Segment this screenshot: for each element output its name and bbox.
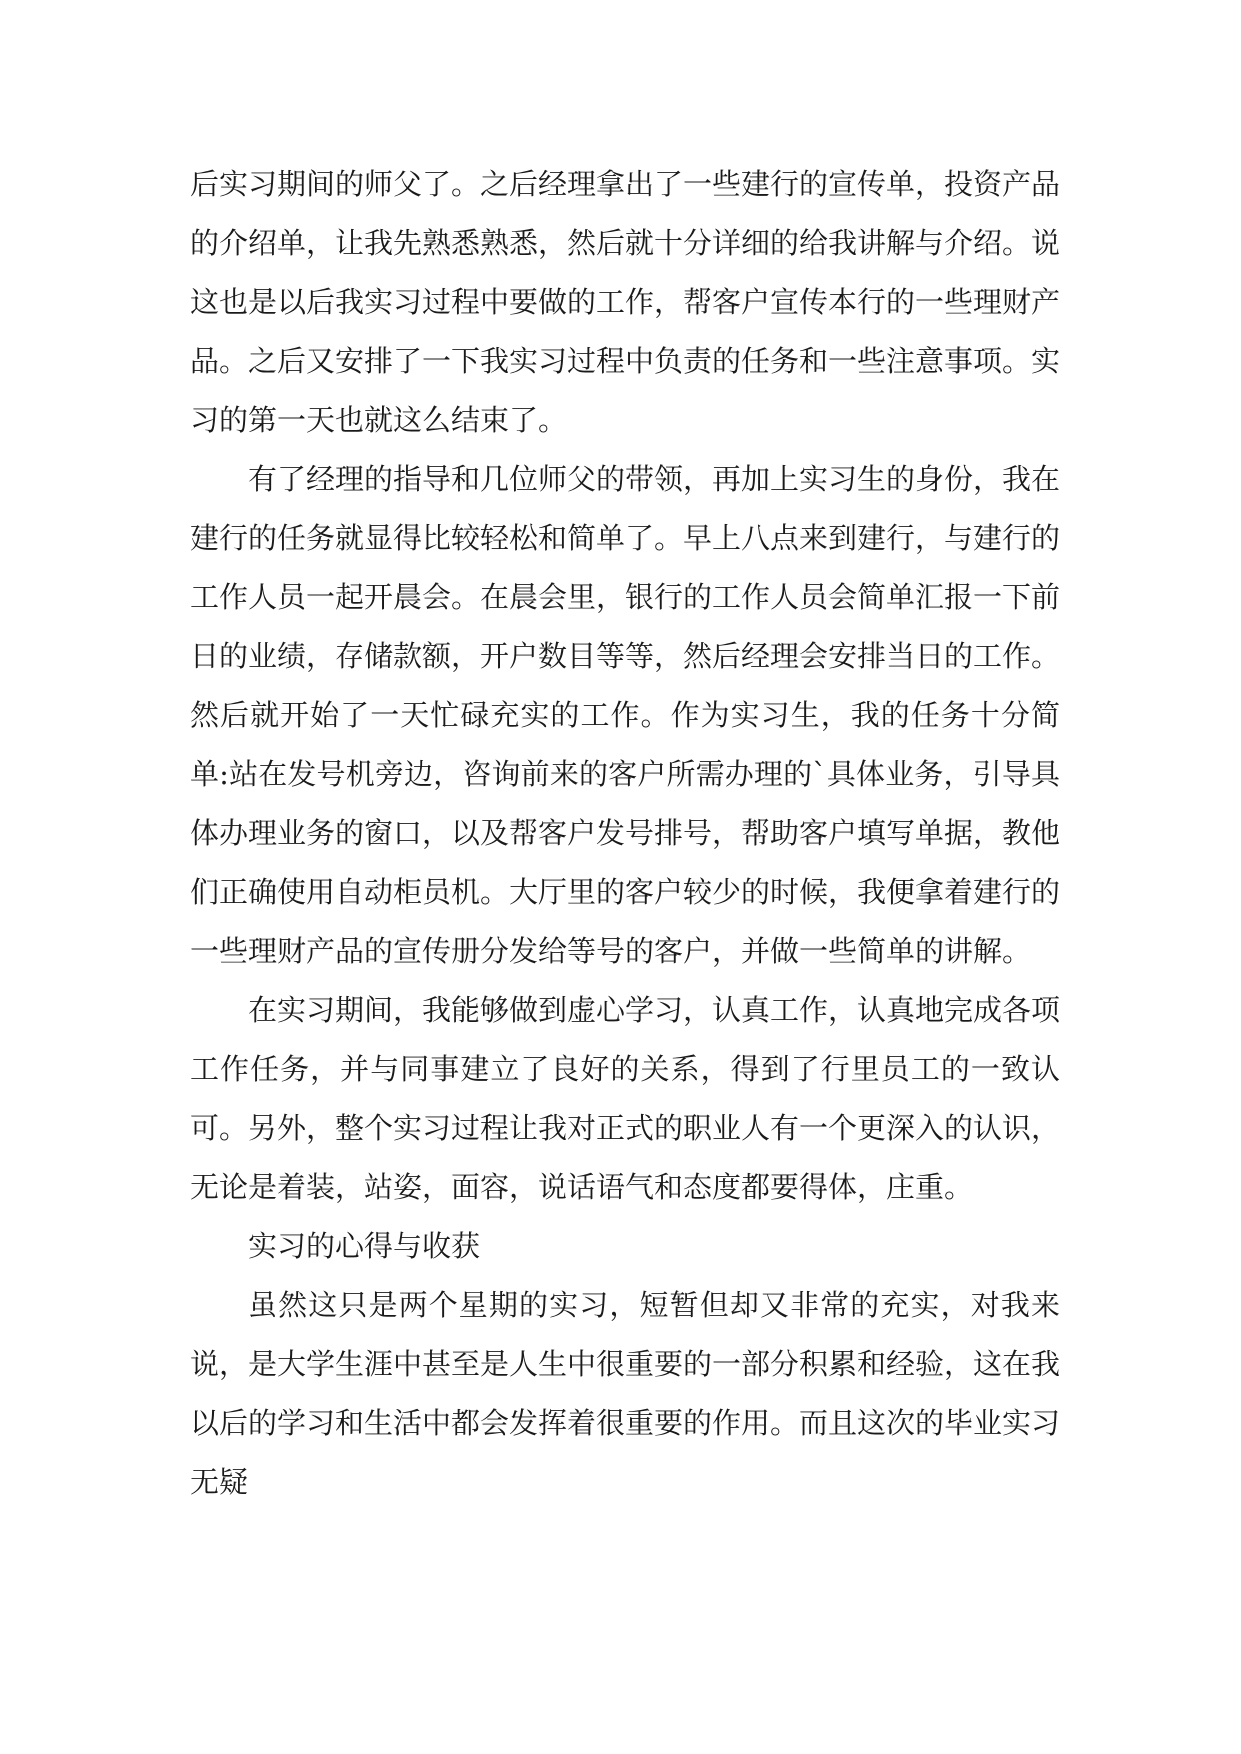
- paragraph-reflection: 虽然这只是两个星期的实习，短暂但却又非常的充实，对我来说，是大学生涯中甚至是人生中很重要的一部分积累和经验，这在我以后的学习和生活中都会发挥着很重要的作用。而且这次的毕业实习无疑: [190, 1288, 1061, 1499]
- section-heading: 实习的心得与收获: [248, 1229, 481, 1263]
- paragraph-daily-work: 有了经理的指导和几位师父的带领，再加上实习生的身份，我在建行的任务就显得比较轻松和简单了。早上八点来到建行，与建行的工作人员一起开晨会。在晨会里，银行的工作人员会简单汇报一下前日的业绩，存储款额，开户数目等等，然后经理会安排当日的工作。然后就开始了一天忙碌充实的工作。作为实习生，我的任务十分简单:站在发号机旁边，咨询前来的客户所需办理的`具体业务，引导具体办理业务的窗口，以及帮客户发号排号，帮助客户填写单据，教他们正确使用自动柜员机。大厅里的客户较少的时候，我便拿着建行的一些理财产品的宣传册分发给等号的客户，并做一些简单的讲解。: [190, 462, 1061, 968]
- body-text: [190, 155, 1060, 1512]
- paragraph-continued: 后实习期间的师父了。之后经理拿出了一些建行的宣传单，投资产品的介绍单，让我先熟悉熟悉，然后就十分详细的给我讲解与介绍。说这也是以后我实习过程中要做的工作，帮客户宣传本行的一些理财产品。之后又安排了一下我实习过程中负责的任务和一些注意事项。实习的第一天也就这么结束了。: [190, 167, 1061, 437]
- paragraph-internship-period: 在实习期间，我能够做到虚心学习，认真工作，认真地完成各项工作任务，并与同事建立了良好的关系，得到了行里员工的一致认可。另外，整个实习过程让我对正式的职业人有一个更深入的认识，无论是着装，站姿，面容，说话语气和态度都要得体，庄重。: [190, 993, 1061, 1204]
